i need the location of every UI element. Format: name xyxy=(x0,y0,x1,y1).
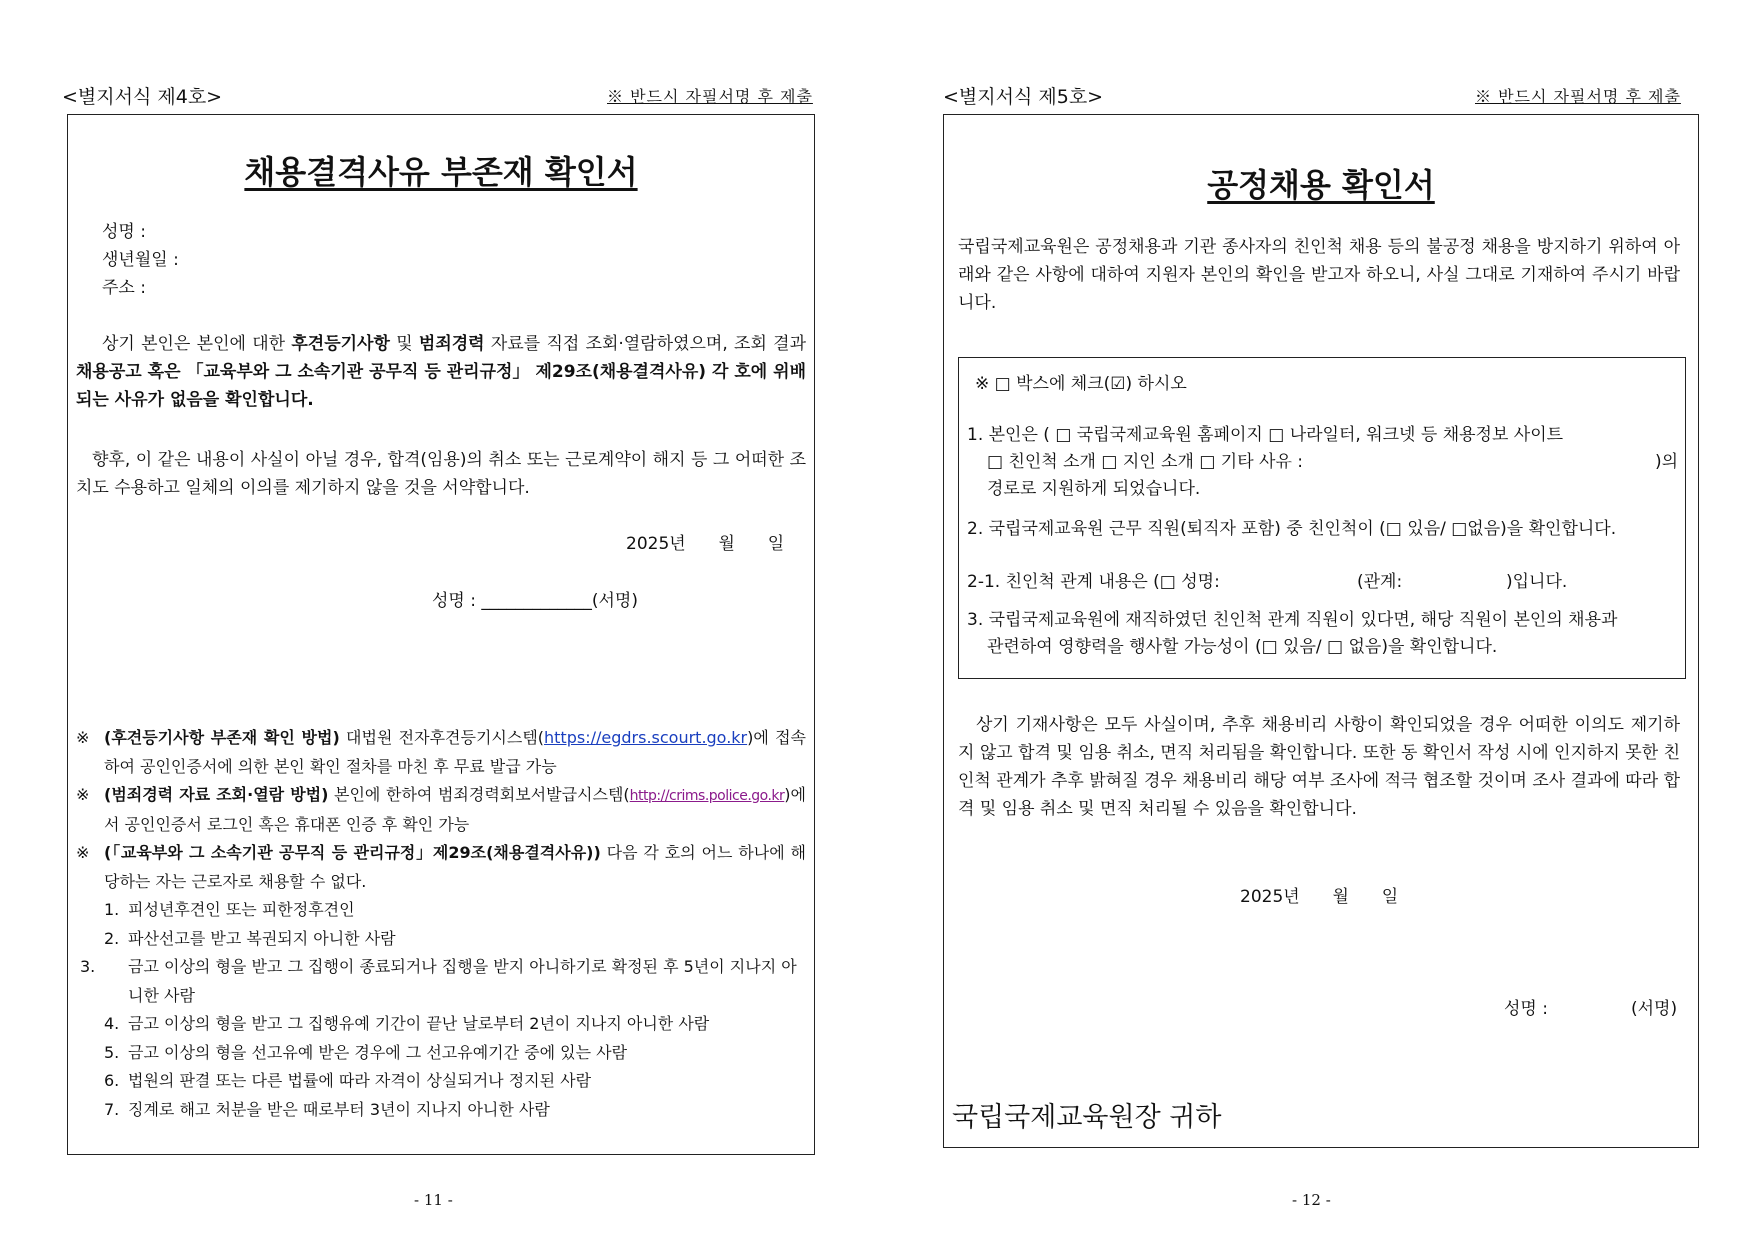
date-year: 2025년 xyxy=(626,534,686,554)
form-number: <별지서식 제5호> xyxy=(943,86,1104,108)
document-title: 채용결격사유 부존재 확인서 xyxy=(244,153,638,191)
signature-line: 성명 : _____________(서명) xyxy=(432,591,638,611)
question-1-line-2-end: )의 xyxy=(1655,452,1679,472)
form-box xyxy=(943,114,1699,1148)
crims-link[interactable]: http://crims.police.go.kr xyxy=(629,788,785,804)
date-month: 월 xyxy=(718,534,735,554)
note-criminal-record: ※ (범죄경력 자료 조회·열람 방법) 본인에 한하여 범죄경력회보서발급시스템(http://crims.police.go.kr)에서 공인인증서 로그인 혹은 휴대폰 인증 후 확인 가능 xyxy=(76,785,806,834)
signature-label: 성명 : xyxy=(1504,999,1548,1019)
question-1-line-1: 1. 본인은 ( □ 국립국제교육원 홈페이지 □ 나라일터, 워크넷 등 채용정보 사이트 xyxy=(967,425,1564,445)
page-number: - 12 - xyxy=(1292,1191,1331,1209)
date-line xyxy=(1240,883,1398,911)
date-year: 2025년 xyxy=(1240,887,1300,907)
question-2-1-relation: (관계: xyxy=(1357,572,1403,592)
rule-item: 5. 금고 이상의 형을 선고유예 받은 경우에 그 선고유예기간 중에 있는 사람 xyxy=(104,1042,628,1062)
egdrs-link[interactable]: https://egdrs.scourt.go.kr xyxy=(544,728,748,747)
notes-section xyxy=(76,724,806,1124)
signature-mark: (서명) xyxy=(1631,999,1678,1019)
submit-note: ※ 반드시 자필서명 후 제출 xyxy=(607,87,813,106)
confirmation-paragraph: 상기 본인은 본인에 대한 후견등기사항 및 범죄경력 자료를 직접 조회·열람하였으며, 조회 결과 채용공고 혹은 「교육부와 그 소속기관 공무직 등 관리규정」 제29조(채용결격사유) 각 호에 위배되는 사유가 없음을 확인합니다. xyxy=(76,334,806,410)
question-3-line-1: 3. 국립국제교육원에 재직하였던 친인척 관계 직원이 있다면, 해당 직원이 본인의 채용과 xyxy=(967,610,1618,630)
question-2-1-name: 2-1. 친인척 관계 내용은 (□ 성명: xyxy=(967,572,1220,592)
intro-paragraph: 국립국제교육원은 공정채용과 기관 종사자의 친인척 채용 등의 불공정 채용을 방지하기 위하여 아래와 같은 사항에 대하여 지원자 본인의 확인을 받고자 하오니, 사실 그대로 기재하여 주시기 바랍니다. xyxy=(958,237,1680,313)
rule-item: 4. 금고 이상의 형을 받고 그 집행유예 기간이 끝난 날로부터 2년이 지나지 아니한 사람 xyxy=(104,1014,710,1033)
rule-item: 7. 징계로 해고 처분을 받은 때로부터 3년이 지나지 아니한 사람 xyxy=(104,1099,550,1119)
page-right xyxy=(876,0,1753,1240)
rule-item: 1. 피성년후견인 또는 피한정후견인 xyxy=(104,900,355,919)
rule-item: 3. 금고 이상의 형을 받고 그 집행이 종료되거나 집행을 받지 아니하기로 확정된 후 5년이 지나지 아니한 사람 xyxy=(80,957,797,1005)
checklist-box xyxy=(958,357,1686,679)
address-field-label: 주소 : xyxy=(102,278,146,298)
birthdate-field-label: 생년월일 : xyxy=(102,250,179,270)
page-number: - 11 - xyxy=(414,1191,453,1209)
question-2: 2. 국립국제교육원 근무 직원(퇴직자 포함) 중 친인척이 (□ 있음/ □없음)을 확인합니다. xyxy=(967,519,1617,539)
rule-item: 2. 파산선고를 받고 복권되지 아니한 사람 xyxy=(104,928,396,948)
form-number: <별지서식 제4호> xyxy=(62,86,223,108)
note-guardianship: ※ (후견등기사항 부존재 확인 방법) 대법원 전자후견등기시스템(https://egdrs.scourt.go.kr)에 접속하여 공인인증서에 의한 본인 확인 절차를 마친 후 무료 발급 가능 xyxy=(76,728,806,776)
note-disqualification-rule: ※ (「교육부와 그 소속기관 공무직 등 관리규정」제29조(채용결격사유)) 다음 각 호의 어느 하나에 해당하는 자는 근로자로 채용할 수 없다. xyxy=(76,843,806,891)
form-box xyxy=(67,114,815,1155)
date-day: 일 xyxy=(1381,887,1399,907)
question-3-line-2: 관련하여 영향력을 행사할 가능성이 (□ 있음/ □ 없음)을 확인합니다. xyxy=(987,637,1498,657)
question-2-1-end: )입니다. xyxy=(1506,572,1568,592)
date-month: 월 xyxy=(1332,887,1349,907)
date-day: 일 xyxy=(767,534,785,554)
closing-paragraph: 상기 기재사항은 모두 사실이며, 추후 채용비리 사항이 확인되었을 경우 어떠한 이의도 제기하지 않고 합격 및 임용 취소, 면직 처리됨을 확인합니다. 또한 동 확인서 작성 시에 인지하지 못한 친인척 관계가 추후 밝혀질 경우 채용비리 해당 여부 조사에 적극 협조할 것이며 조사 결과에 따라 합격 및 임용 취소 및 면직 처리될 수 있음을 확인합니다. xyxy=(958,715,1680,819)
question-1-line-2: □ 친인척 소개 □ 지인 소개 □ 기타 사유 : xyxy=(987,452,1304,472)
name-field-label: 성명 : xyxy=(102,222,146,242)
date-line xyxy=(626,530,784,558)
question-1-line-3: 경로로 지원하게 되었습니다. xyxy=(987,479,1201,499)
rule-item: 6. 법원의 판결 또는 다른 법률에 따라 자격이 상실되거나 정지된 사람 xyxy=(104,1071,592,1090)
document-title: 공정채용 확인서 xyxy=(1207,166,1435,204)
pledge-paragraph: 향후, 이 같은 내용이 사실이 아닐 경우, 합격(임용)의 취소 또는 근로계약이 해지 등 그 어떠한 조치도 수용하고 일체의 이의를 제기하지 않을 것을 서약합니다. xyxy=(76,450,806,498)
check-instruction: ※ □ 박스에 체크(☑) 하시오 xyxy=(975,374,1187,394)
page-left xyxy=(0,0,876,1240)
submit-note: ※ 반드시 자필서명 후 제출 xyxy=(1475,87,1681,106)
addressee: 국립국제교육원장 귀하 xyxy=(952,1102,1222,1133)
